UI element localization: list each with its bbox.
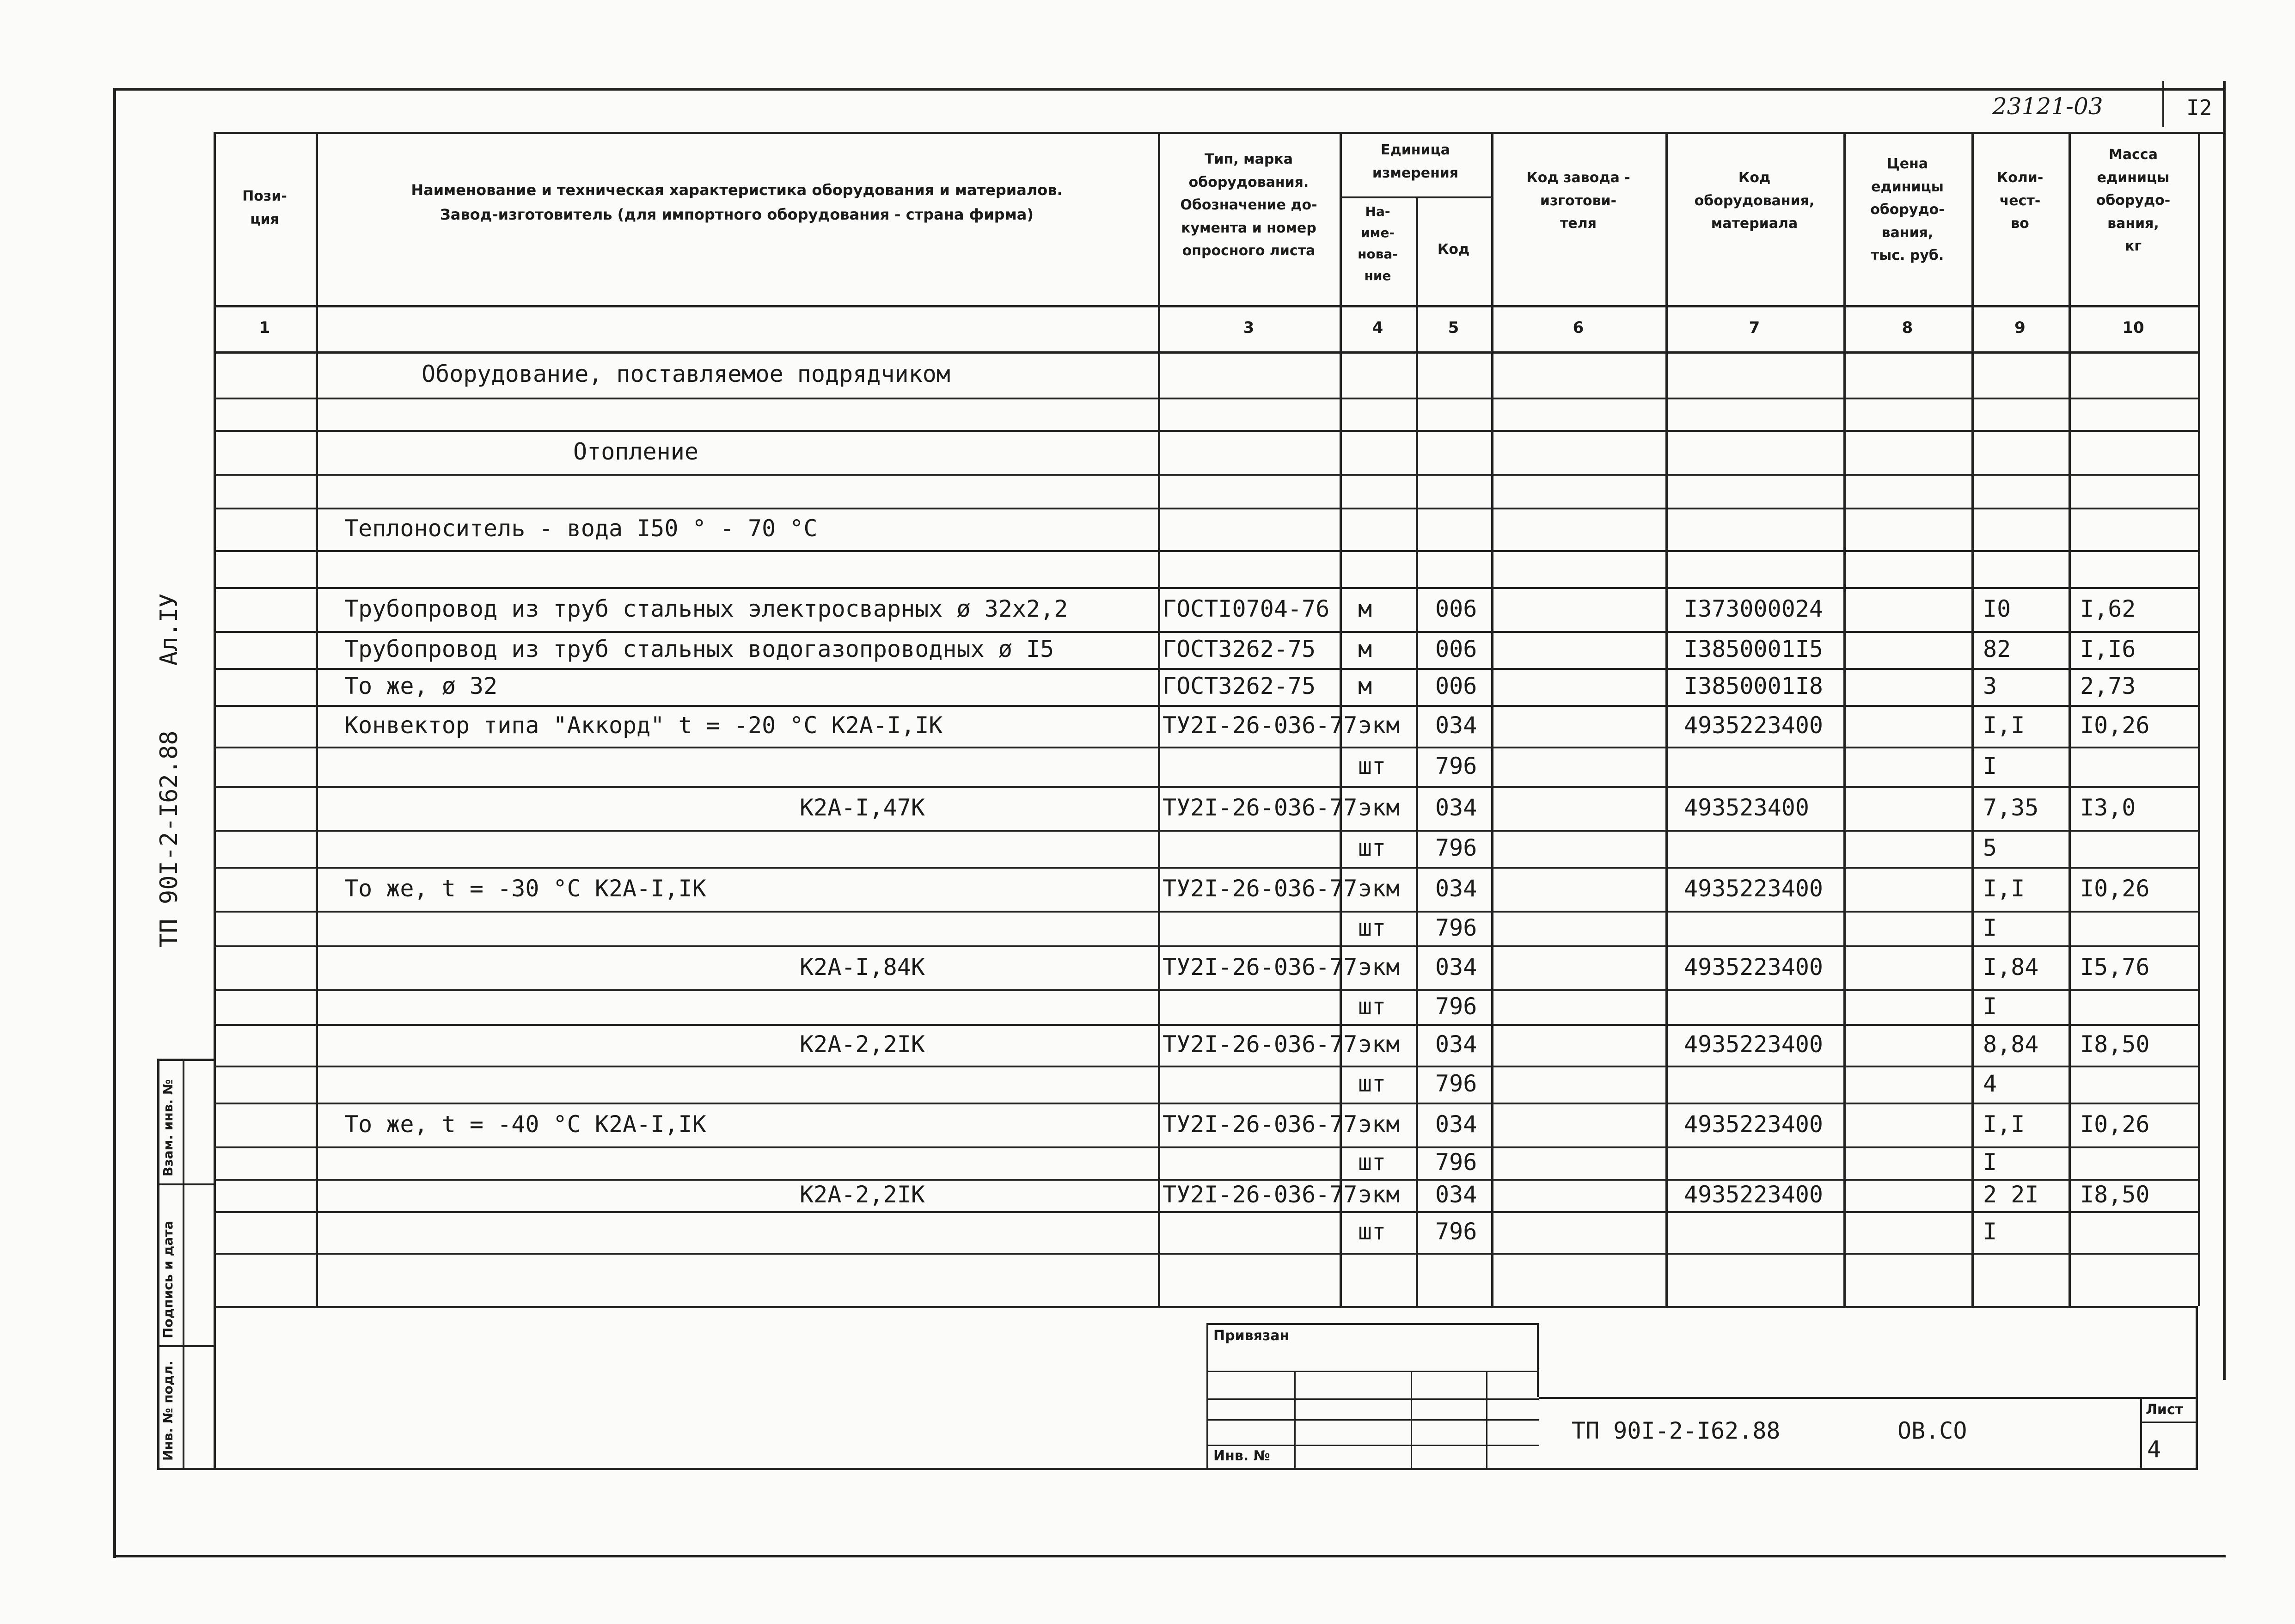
row-divider: [214, 1211, 2198, 1213]
sheet-box-left: [2140, 1397, 2142, 1470]
col-line-4: [1416, 196, 1418, 1306]
row-divider: [214, 430, 2198, 432]
column-number: 1: [259, 319, 270, 337]
row-unit: шт: [1358, 834, 1386, 861]
row-unit: шт: [1358, 1070, 1386, 1097]
row-unit-code: 034: [1435, 954, 1477, 981]
linked-box-col: [1411, 1371, 1412, 1470]
row-quantity: I: [1983, 914, 1997, 941]
column-number: 9: [2014, 319, 2026, 337]
row-unit: м: [1358, 636, 1372, 662]
row-quantity: I: [1983, 993, 1997, 1020]
side-stamp-divider: [157, 1345, 216, 1347]
linked-label: Привязан: [1213, 1328, 1290, 1344]
row-material-code: 4935223400: [1684, 954, 1824, 981]
row-material-code: 4935223400: [1684, 1031, 1824, 1058]
row-mass: I5,76: [2080, 954, 2150, 981]
row-type: ГОСТ3262-75: [1163, 636, 1316, 662]
row-unit-code: 796: [1435, 993, 1477, 1020]
row-divider: [214, 867, 2198, 869]
row-name: К2А-I,47К: [800, 794, 925, 821]
outer-frame-left: [113, 88, 116, 1558]
row-name: То же, t = -30 °С К2А-I,IК: [344, 875, 706, 902]
row-unit: шт: [1358, 1149, 1386, 1176]
row-divider: [214, 989, 2198, 991]
row-divider: [214, 1024, 2198, 1026]
row-divider: [214, 945, 2198, 947]
row-type: ТУ2I-26-036-77: [1163, 875, 1358, 902]
row-quantity: I,84: [1983, 954, 2039, 981]
col-line-8: [1971, 132, 1974, 1306]
row-quantity: 5: [1983, 834, 1997, 861]
row-name: К2А-2,2IК: [800, 1181, 925, 1208]
row-name: Трубопровод из труб стальных электросварных ø 32х2,2: [344, 595, 1068, 622]
row-name: Оборудование, поставляемое подрядчиком: [422, 361, 950, 387]
stamp-right-border: [2196, 1306, 2198, 1470]
row-unit-code: 034: [1435, 875, 1477, 902]
row-divider: [214, 786, 2198, 788]
row-quantity: I: [1983, 1218, 1997, 1245]
row-unit-code: 034: [1435, 1031, 1477, 1058]
linked-box-row: [1206, 1445, 1539, 1446]
row-unit-code: 796: [1435, 834, 1477, 861]
row-name: К2А-I,84К: [800, 954, 925, 981]
table-top-border: [214, 132, 2226, 134]
row-material-code: 493523400: [1684, 794, 1809, 821]
row-divider: [214, 550, 2198, 552]
col-line-1: [316, 132, 318, 1306]
outer-frame-right: [2223, 81, 2226, 1380]
linked-box-row: [1206, 1371, 1539, 1372]
stamp-bottom-border: [157, 1468, 2198, 1470]
stamp-left-border: [214, 1306, 216, 1470]
row-material-code: I3850001I8: [1684, 673, 1824, 699]
linked-box-row: [1206, 1419, 1539, 1421]
header-bottom-border: [214, 305, 2198, 307]
row-unit: экм: [1358, 875, 1400, 902]
colnum-bottom-border: [214, 351, 2198, 354]
header-type: Тип, марка оборудования. Обозначение до- кумента и номер опросного листа: [1180, 151, 1317, 259]
row-divider: [214, 1179, 2198, 1181]
row-quantity: I,I: [1983, 712, 2025, 739]
designation: ТП 90I-2-I62.88: [1572, 1417, 1781, 1444]
side-inv-replace: Взам. инв. №: [160, 1079, 176, 1177]
row-unit: м: [1358, 673, 1372, 699]
stamp-top-border: [214, 1306, 2197, 1308]
row-unit-code: 034: [1435, 794, 1477, 821]
row-mass: I,I6: [2080, 636, 2136, 662]
header-unit-group: Единица измерения: [1372, 142, 1459, 181]
sheet-label: Лист: [2146, 1402, 2184, 1418]
side-stamp-top: [157, 1059, 216, 1061]
header-name: Наименование и техническая характеристика оборудования и материалов. Завод-изготовитель (для импортного оборудования - страна фирма): [411, 181, 1063, 223]
row-unit: экм: [1358, 794, 1400, 821]
row-name: Теплоноситель - вода I50 ° - 70 °С: [344, 515, 818, 542]
row-type: ТУ2I-26-036-77: [1163, 1111, 1358, 1138]
row-divider: [214, 747, 2198, 748]
row-mass: I0,26: [2080, 1111, 2150, 1138]
row-unit: экм: [1358, 954, 1400, 981]
header-position: Пози- ция: [242, 188, 287, 227]
row-quantity: 4: [1983, 1070, 1997, 1097]
linked-box-right: [1537, 1323, 1539, 1397]
side-stamp-divider: [157, 1183, 216, 1185]
row-material-code: 4935223400: [1684, 1111, 1824, 1138]
row-mass: I3,0: [2080, 794, 2136, 821]
header-price: Цена единицы оборудо- вания, тыс. руб.: [1870, 156, 1945, 264]
row-unit: экм: [1358, 1031, 1400, 1058]
linked-box-top: [1206, 1323, 1539, 1325]
row-quantity: 2 2I: [1983, 1181, 2039, 1208]
row-unit: шт: [1358, 914, 1386, 941]
row-divider: [214, 508, 2198, 509]
row-name: Отопление: [573, 438, 698, 465]
row-name: То же, ø 32: [344, 673, 498, 699]
row-material-code: 4935223400: [1684, 712, 1824, 739]
row-unit: экм: [1358, 712, 1400, 739]
header-factory-code: Код завода - изготови- теля: [1526, 170, 1630, 232]
row-quantity: 3: [1983, 673, 1997, 699]
row-material-code: I373000024: [1684, 595, 1824, 622]
row-quantity: I: [1983, 1149, 1997, 1176]
row-mass: I8,50: [2080, 1031, 2150, 1058]
row-divider: [214, 1146, 2198, 1148]
row-unit-code: 034: [1435, 1181, 1477, 1208]
row-material-code: I3850001I5: [1684, 636, 1824, 662]
row-type: ГОСТ3262-75: [1163, 673, 1316, 699]
column-number: 4: [1372, 319, 1383, 337]
row-unit: экм: [1358, 1181, 1400, 1208]
row-divider: [214, 668, 2198, 670]
row-unit-code: 796: [1435, 1149, 1477, 1176]
row-unit-code: 796: [1435, 1218, 1477, 1245]
sheet-number: 4: [2147, 1436, 2161, 1463]
row-divider: [214, 587, 2198, 589]
row-quantity: 7,35: [1983, 794, 2039, 821]
row-mass: I8,50: [2080, 1181, 2150, 1208]
header-mass: Масса единицы оборудо- вания, кг: [2096, 147, 2171, 254]
column-number: 3: [1243, 319, 1255, 337]
row-unit: шт: [1358, 1218, 1386, 1245]
header-unit-name: На- име- нова- ние: [1358, 204, 1398, 283]
row-unit-code: 796: [1435, 753, 1477, 779]
linked-box-col: [1294, 1371, 1296, 1470]
row-unit-code: 796: [1435, 1070, 1477, 1097]
row-name: Конвектор типа "Аккорд" t = -20 °С К2А-I,IК: [344, 712, 943, 739]
section-code: ОВ.СО: [1897, 1417, 1967, 1444]
row-unit-code: 034: [1435, 712, 1477, 739]
row-material-code: 4935223400: [1684, 875, 1824, 902]
row-divider: [214, 1103, 2198, 1104]
row-divider: [214, 474, 2198, 476]
column-number: 6: [1573, 319, 1584, 337]
row-unit: шт: [1358, 993, 1386, 1020]
side-sign-date: Подпись и дата: [160, 1220, 176, 1338]
unit-subheader-line: [1340, 196, 1491, 198]
row-unit: экм: [1358, 1111, 1400, 1138]
page-number: I2: [2186, 95, 2212, 120]
row-divider: [214, 1066, 2198, 1067]
row-quantity: 8,84: [1983, 1031, 2039, 1058]
row-mass: I0,26: [2080, 875, 2150, 902]
row-name: То же, t = -40 °С К2А-I,IК: [344, 1111, 706, 1138]
row-quantity: 82: [1983, 636, 2011, 662]
col-line-7: [1843, 132, 1846, 1306]
row-unit-code: 796: [1435, 914, 1477, 941]
row-unit-code: 006: [1435, 636, 1477, 662]
column-number: 10: [2122, 319, 2144, 337]
title-block-top: [1539, 1397, 2198, 1399]
row-name: К2А-2,2IК: [800, 1031, 925, 1058]
column-number: 8: [1902, 319, 1913, 337]
row-divider: [214, 1253, 2198, 1255]
column-number: 7: [1749, 319, 1760, 337]
row-divider: [214, 631, 2198, 633]
row-unit-code: 006: [1435, 595, 1477, 622]
row-quantity: I,I: [1983, 1111, 2025, 1138]
sheet-box-divider: [2140, 1422, 2198, 1423]
header-material-code: Код оборудования, материала: [1694, 170, 1815, 232]
row-divider: [214, 911, 2198, 913]
row-mass: I0,26: [2080, 712, 2150, 739]
header-quantity: Коли- чест- во: [1996, 170, 2044, 232]
row-quantity: I,I: [1983, 875, 2025, 902]
linked-box-row: [1206, 1398, 1539, 1400]
row-divider: [214, 398, 2198, 399]
page-number-box-left: [2162, 81, 2164, 127]
row-type: ТУ2I-26-036-77: [1163, 954, 1358, 981]
doc-code-handwritten: 23121-03: [1992, 93, 2103, 120]
row-unit-code: 006: [1435, 673, 1477, 699]
row-type: ТУ2I-26-036-77: [1163, 794, 1358, 821]
col-line-2: [1158, 132, 1160, 1306]
row-type: ТУ2I-26-036-77: [1163, 1181, 1358, 1208]
col-line-6: [1665, 132, 1668, 1306]
header-unit-code: Код: [1437, 241, 1470, 257]
row-mass: I,62: [2080, 595, 2136, 622]
column-number: 5: [1448, 319, 1459, 337]
row-quantity: I: [1983, 753, 1997, 779]
row-material-code: 4935223400: [1684, 1181, 1824, 1208]
col-line-9: [2069, 132, 2071, 1306]
side-stamp-left: [157, 1059, 159, 1470]
row-type: ТУ2I-26-036-77: [1163, 1031, 1358, 1058]
linked-box-left: [1206, 1323, 1208, 1470]
linked-inv-label: Инв. №: [1213, 1448, 1270, 1464]
col-line-5: [1491, 132, 1493, 1306]
row-divider: [214, 830, 2198, 832]
col-line-right: [2198, 132, 2200, 1306]
row-divider: [214, 705, 2198, 707]
row-unit-code: 034: [1435, 1111, 1477, 1138]
row-type: ГОСТI0704-76: [1163, 595, 1330, 622]
row-unit: шт: [1358, 753, 1386, 779]
album-label: Ал.IУ: [155, 593, 183, 666]
row-type: ТУ2I-26-036-77: [1163, 712, 1358, 739]
designation-vertical: ТП 90I-2-I62.88: [155, 730, 183, 948]
row-name: Трубопровод из труб стальных водогазопроводных ø I5: [344, 636, 1054, 662]
outer-frame-top: [113, 88, 2226, 91]
row-mass: 2,73: [2080, 673, 2136, 699]
side-stamp-mid: [183, 1059, 184, 1470]
side-inv-original: Инв. № подл.: [160, 1360, 176, 1461]
linked-box-col: [1486, 1371, 1487, 1470]
row-unit: м: [1358, 595, 1372, 622]
row-quantity: I0: [1983, 595, 2011, 622]
outer-frame-bottom: [113, 1555, 2226, 1557]
